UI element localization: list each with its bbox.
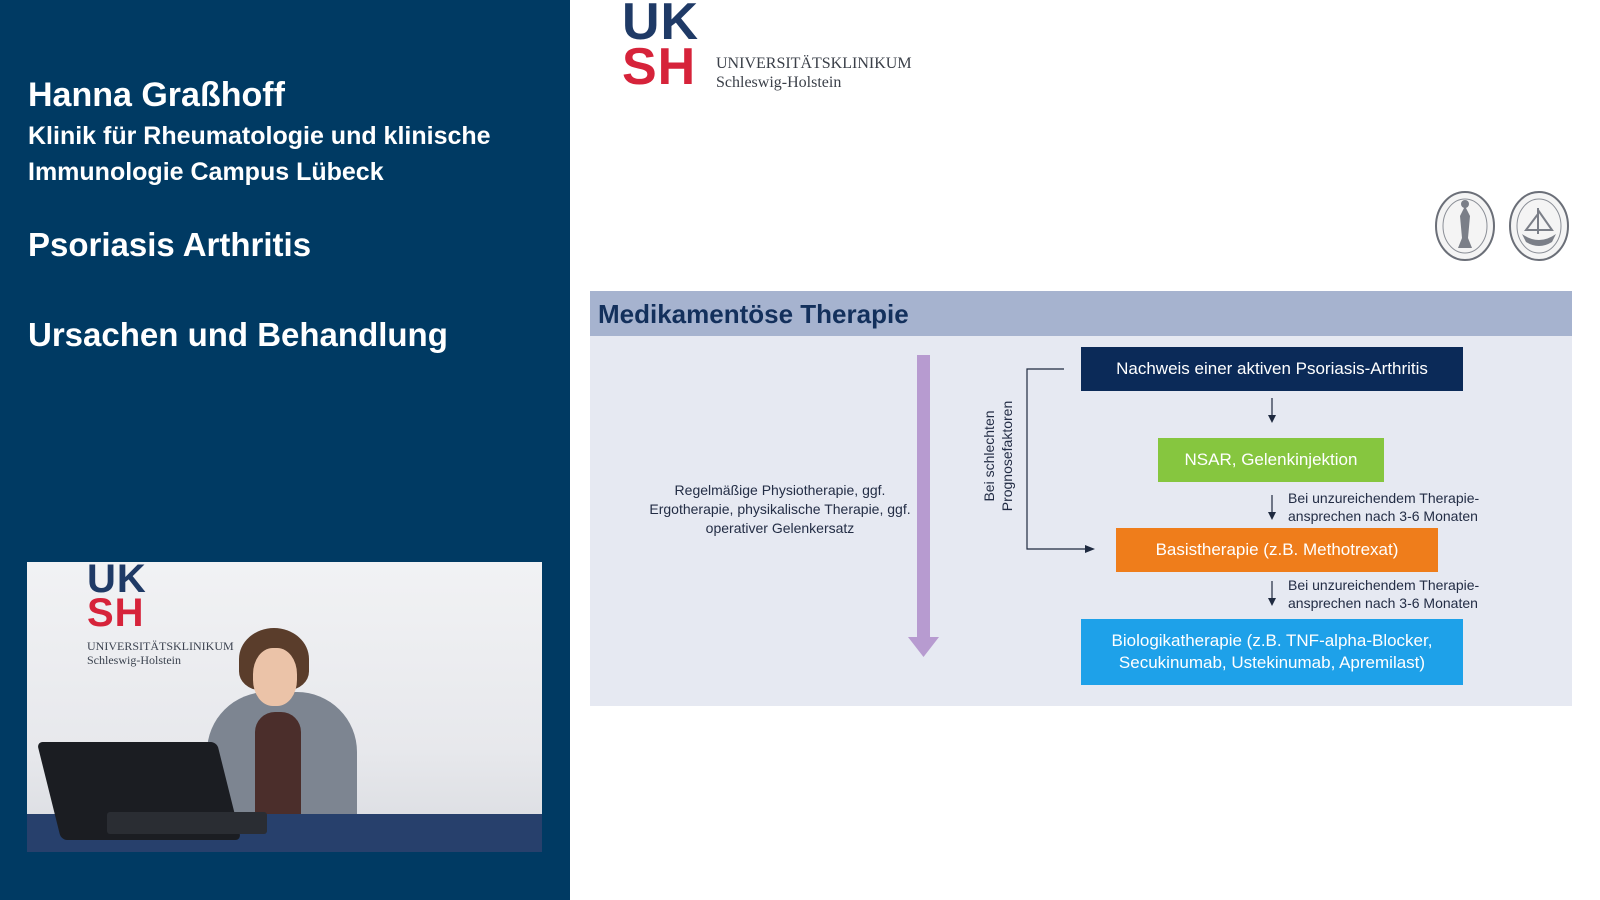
therapy-slide-box xyxy=(590,291,1572,706)
speaker-name: Hanna Graßhoff xyxy=(28,76,285,114)
logo-line2: Schleswig-Holstein xyxy=(716,74,842,91)
university-seal-luebeck-icon xyxy=(1508,190,1570,262)
step-diagnosis: Nachweis einer aktiven Psoriasis-Arthritis xyxy=(1081,347,1463,391)
timeline-arrow-shaft xyxy=(917,355,930,641)
presenter-face xyxy=(253,648,297,706)
talk-subtitle: Ursachen und Behandlung xyxy=(28,316,448,353)
physiotherapy-note: Regelmäßige Physiotherapie, ggf. Ergotherapie, physikalische Therapie, ggf. operativer Gelenkersatz xyxy=(649,482,911,536)
transition-note-2: Bei unzureichendem Therapie- ansprechen nach 3-6 Monaten xyxy=(1288,577,1480,611)
speaker-panel xyxy=(0,0,570,900)
uksh-logo-text xyxy=(716,54,912,92)
prognosis-bracket xyxy=(1027,369,1085,549)
video-wall-logo xyxy=(87,562,234,667)
uksh-logo xyxy=(622,0,700,96)
step-biologika: Biologikatherapie (z.B. TNF-alpha-Blocker, Secukinumab, Ustekinumab, Apremilast) xyxy=(1081,619,1463,685)
logo-letters-sh: SH xyxy=(622,37,697,96)
logo-letters-uk: UK xyxy=(622,0,700,51)
timeline-arrow-head xyxy=(908,637,939,657)
video-logo-line1: UNIVERSITÄTSKLINIKUM xyxy=(87,638,234,653)
speaker-video[interactable] xyxy=(27,562,542,852)
laptop-base xyxy=(107,812,267,834)
video-logo-uk: UK xyxy=(87,562,147,601)
video-logo-sh: SH xyxy=(87,591,145,636)
slide-title: Medikamentöse Therapie xyxy=(598,299,909,329)
logo-line1: UNIVERSITÄTSKLINIKUM xyxy=(716,55,912,72)
transition-note-1: Bei unzureichendem Therapie- ansprechen nach 3-6 Monaten xyxy=(1288,490,1480,524)
arrow-step1-head xyxy=(1268,415,1276,423)
arrow-step3-head xyxy=(1268,598,1276,606)
arrow-step2-head xyxy=(1268,512,1276,520)
video-logo-line2: Schleswig-Holstein xyxy=(87,652,181,667)
step-nsar: NSAR, Gelenkinjektion xyxy=(1158,438,1384,482)
speaker-affiliation: Klinik für Rheumatologie und klinische Immunologie Campus Lübeck xyxy=(28,122,491,186)
talk-topic: Psoriasis Arthritis xyxy=(28,226,312,263)
step-basistherapie: Basistherapie (z.B. Methotrexat) xyxy=(1116,528,1438,572)
university-seal-kiel-icon xyxy=(1434,190,1496,262)
prognosis-label: Bei schlechten Prognosefaktoren xyxy=(981,400,1015,512)
prognosis-arrow-head xyxy=(1085,545,1095,553)
